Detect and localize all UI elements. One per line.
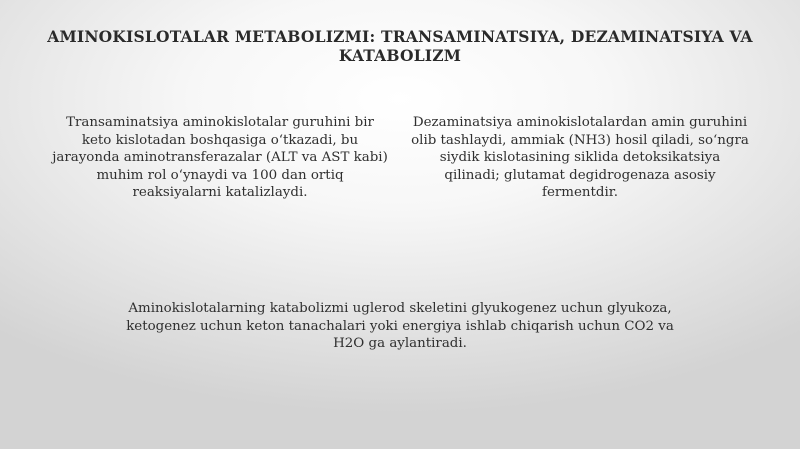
transamination-text: Transaminatsiya aminokislotalar guruhini bir keto kislotadan boshqasiga oʻtkazadi, bu jarayonda aminotransferazalar (ALT va AST kabi) muhim rol oʻynaydi va 100 dan ortiq reaksiyalarni katalizlaydi.	[52, 115, 388, 201]
deamination-text: Dezaminatsiya aminokislotalardan amin guruhini olib tashlaydi, ammiak (NH3) hosil qiladi, soʻngra siydik kislotasining siklida detoksikatsiya qilinadi; glutamat degidrogenaza asosiy fermentdir.	[411, 115, 749, 201]
slide-title: AMINOKISLOTALAR METABOLIZMI: TRANSAMINATSIYA, DEZAMINATSIYA VA KATABOLIZM	[47, 27, 753, 65]
catabolism-text: Aminokislotalarning katabolizmi uglerod skeletini glyukogenez uchun glyukoza, ketogenez uchun keton tanachalari yoki energiya ishlab chiqarish uchun CO2 va H2O ga aylantiradi.	[126, 301, 674, 352]
